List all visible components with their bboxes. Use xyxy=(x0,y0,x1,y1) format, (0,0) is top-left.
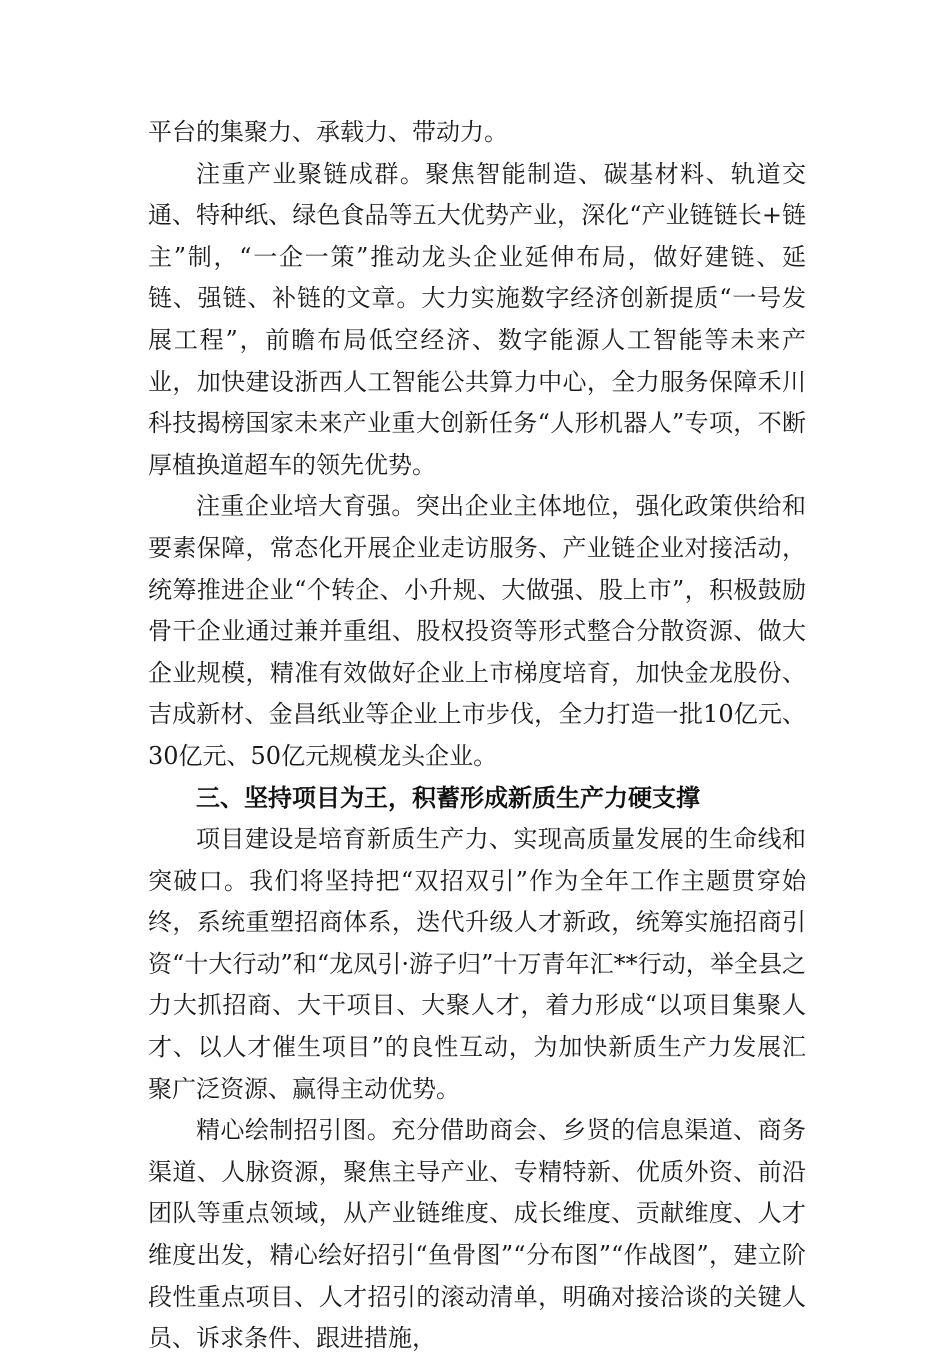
document-body xyxy=(148,112,806,1360)
section-heading-projects: 三、坚持项目为王，积蓄形成新质生产力硬支撑 xyxy=(196,783,700,812)
paragraph-continuation: 平台的集聚力、承载力、带动力。 xyxy=(148,118,508,146)
paragraph-enterprise-growth: 注重企业培大育强。突出企业主体地位，强化政策供给和要素保障，常态化开展企业走访服务、产业链企业对接活动，统筹推进企业“个转企、小升规、大做强、股上市”，积极鼓励骨干企业通过兼并重组、股权投资等形式整合分散资源、做大企业规模，精准有效做好企业上市梯度培育，加快金龙股份、吉成新材、金昌纸业等企业上市步伐，全力打造一批10亿元、30亿元、50亿元规模龙头企业。 xyxy=(148,492,806,770)
paragraph-industry-chain: 注重产业聚链成群。聚焦智能制造、碳基材料、轨道交通、特种纸、绿色食品等五大优势产业，深化“产业链链长+链主”制，“一企一策”推动龙头企业延伸布局，做好建链、延链、强链、补链的文章。大力实施数字经济创新提质“一号发展工程”，前瞻布局低空经济、数字能源人工智能等未来产业，加快建设浙西人工智能公共算力中心，全力服务保障禾川科技揭榜国家未来产业重大创新任务“人形机器人”专项，不断厚植换道超车的领先优势。 xyxy=(148,159,806,479)
paragraph-project-construction: 项目建设是培育新质生产力、实现高质量发展的生命线和突破口。我们将坚持把“双招双引”作为全年工作主题贯穿始终，系统重塑招商体系，迭代升级人才新政，统筹实施招商引资“十大行动”和“龙凤引·游子归”十万青年汇**行动，举全县之力大抓招商、大干项目、大聚人才，着力形成“以项目集聚人才、以人才催生项目”的良性互动，为加快新质生产力发展汇聚广泛资源、赢得主动优势。 xyxy=(148,825,806,1103)
paragraph-recruitment-map: 精心绘制招引图。充分借助商会、乡贤的信息渠道、商务渠道、人脉资源，聚焦主导产业、专精特新、优质外资、前沿团队等重点领域，从产业链维度、成长维度、贡献维度、人才维度出发，精心绘好招引“鱼骨图”“分布图”“作战图”，建立阶段性重点项目、人才招引的滚动清单，明确对接洽谈的关键人员、诉求条件、跟进措施， xyxy=(148,1116,806,1353)
